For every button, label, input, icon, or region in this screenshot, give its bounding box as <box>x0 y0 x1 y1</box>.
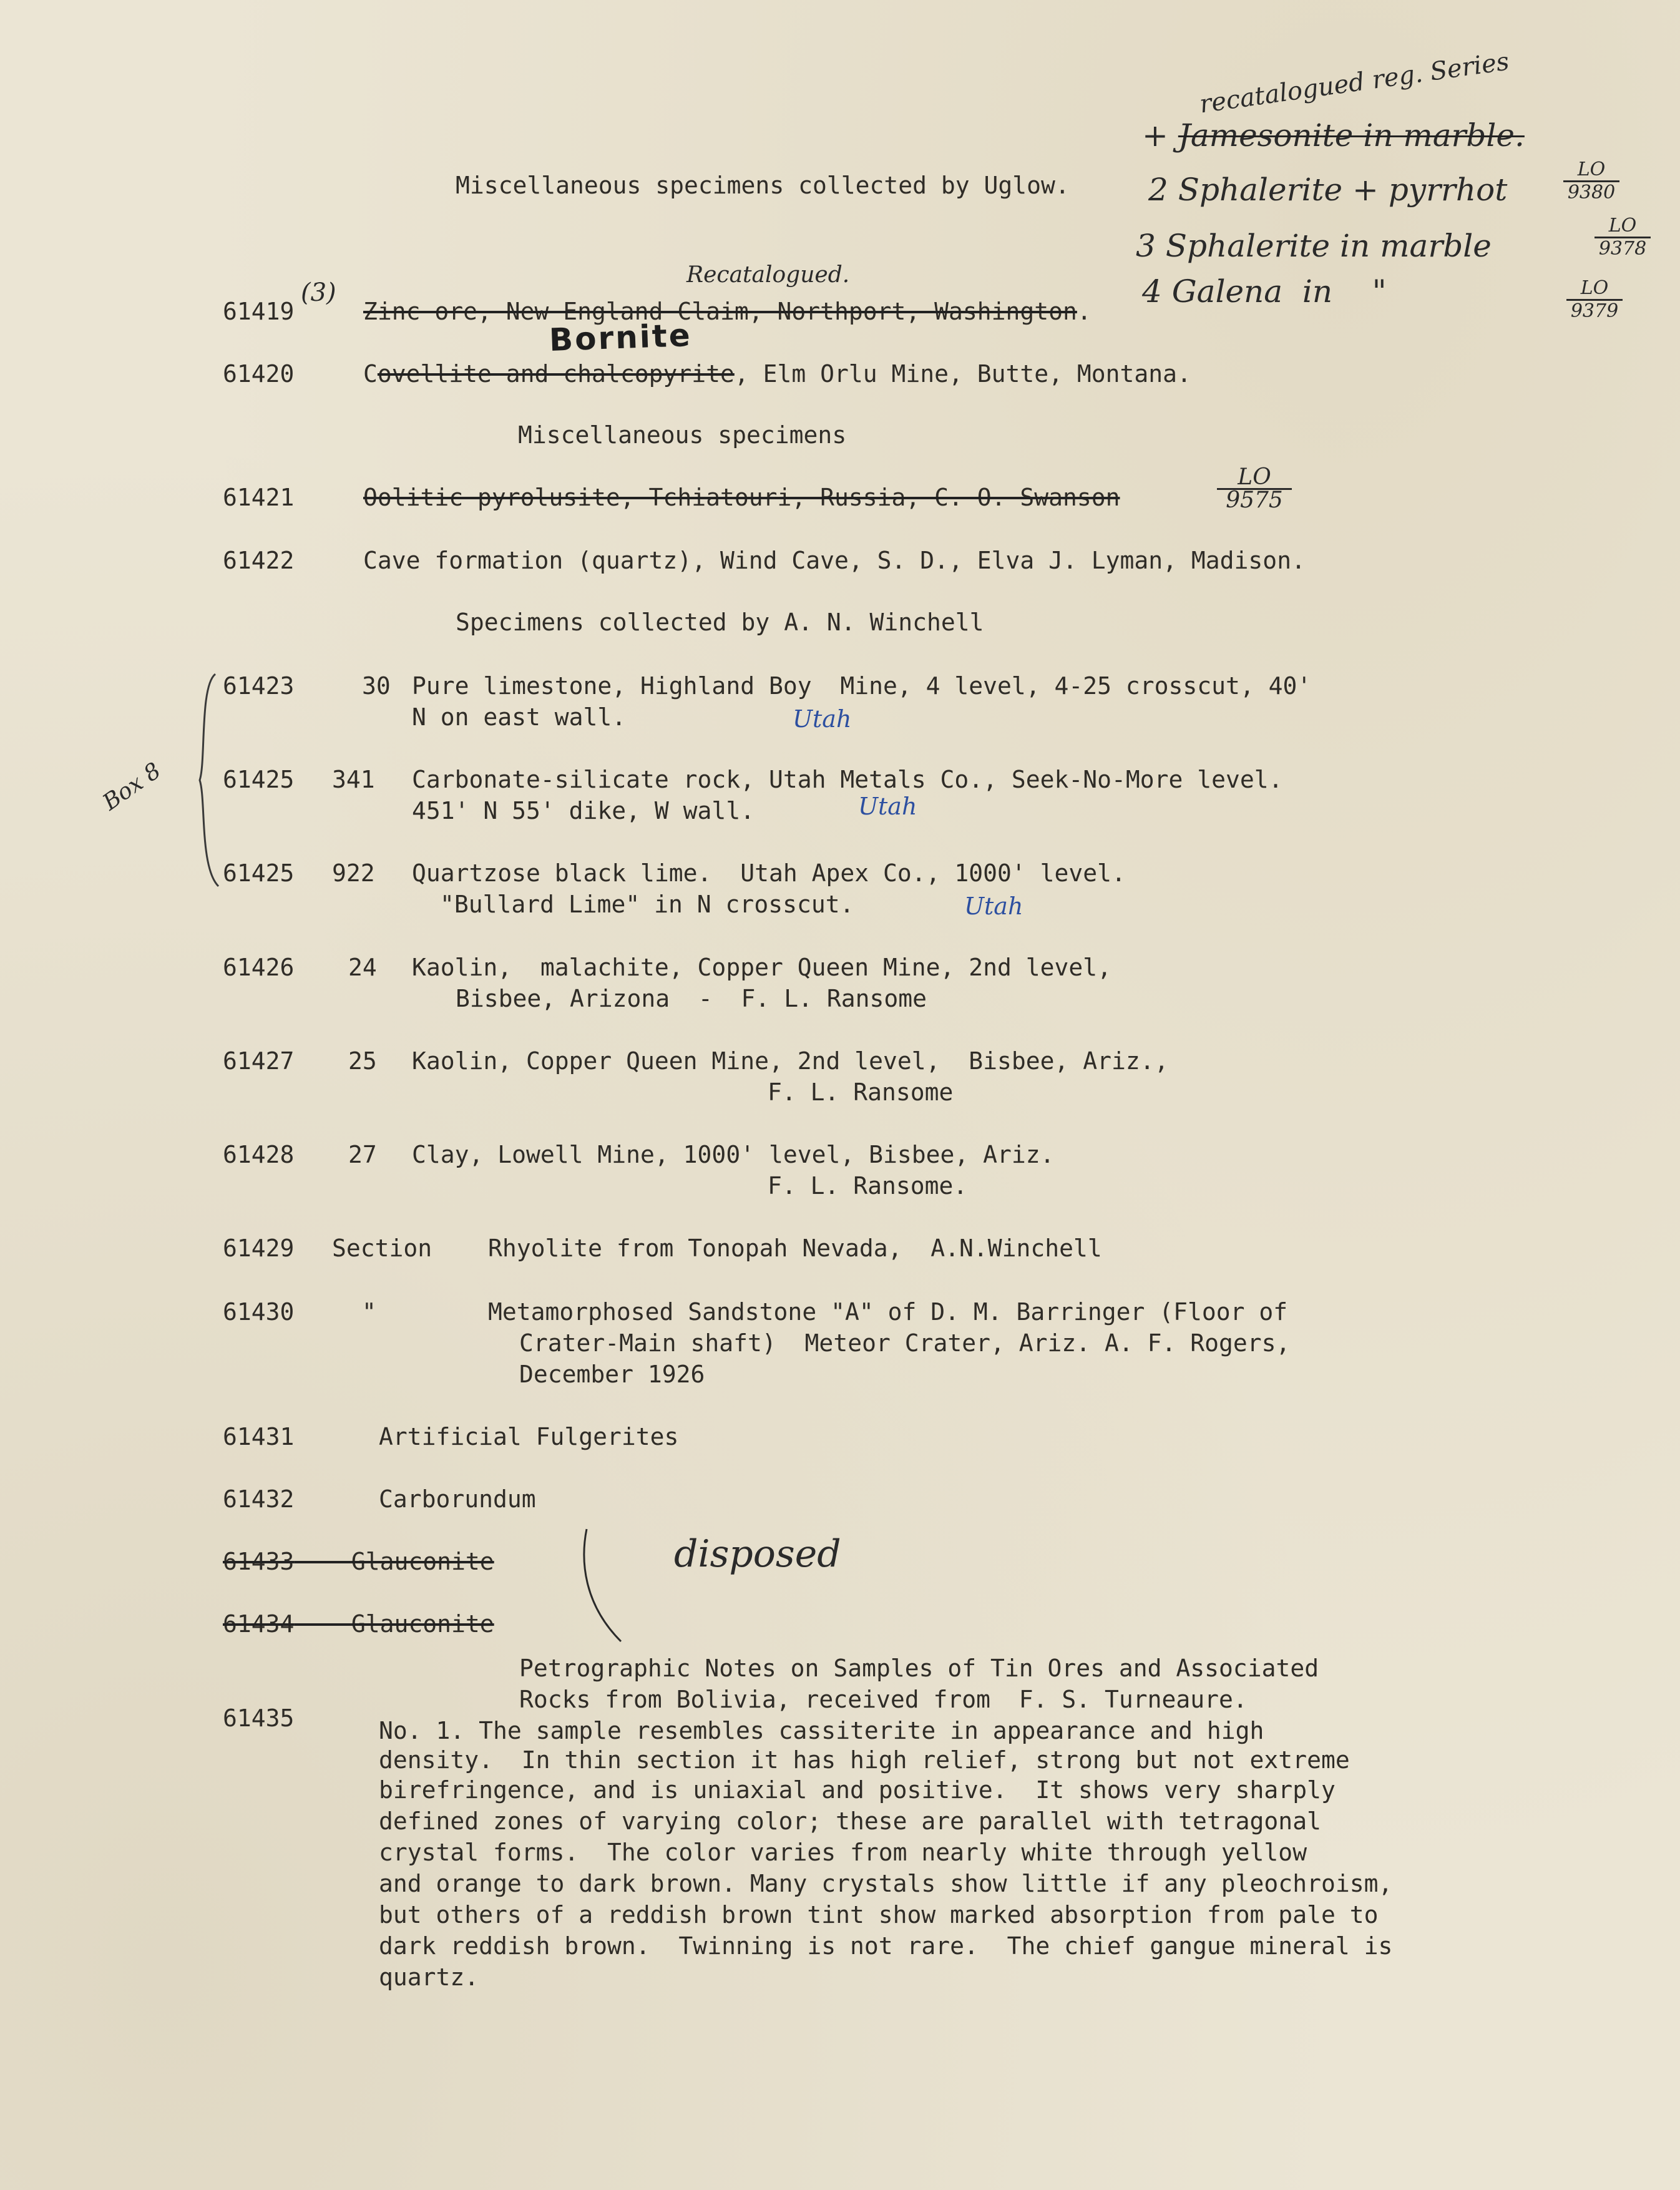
utah-note-3: Utah <box>964 892 1023 920</box>
entry-61430-number: 61430 <box>223 1298 295 1326</box>
entry-61431-number: 61431 <box>223 1423 295 1450</box>
entry-61420-text <box>363 358 1191 389</box>
entry-61425-line1: Quartzose black lime. Utah Apex Co., 1000' level. <box>412 859 1126 887</box>
box-8-note: Box 8 <box>98 758 166 816</box>
entry-61432-number: 61432 <box>223 1485 295 1513</box>
misc-specimens-heading: Miscellaneous specimens <box>518 421 847 449</box>
entry-61420-prefix: C <box>363 360 378 388</box>
entry-61421-number: 61421 <box>223 484 295 511</box>
entry-61422-text: Cave formation (quartz), Wind Cave, S. D., Elva J. Lyman, Madison. <box>363 547 1306 574</box>
margin-note-4 <box>1142 273 1387 310</box>
entry-61419-rest: . <box>1077 298 1092 325</box>
recatalogued-series-note: recatalogued reg. Series <box>1198 47 1511 119</box>
entry-61427-number: 61427 <box>223 1047 295 1075</box>
fraction-top: LO <box>1595 215 1651 238</box>
entry-61423-code: 30 <box>362 672 391 700</box>
entry-61423-line1: Pure limestone, Highland Boy Mine, 4 level, 4-25 crosscut, 40' <box>412 672 1312 700</box>
entry-61419-text <box>363 296 1092 327</box>
margin-note-3-text: Sphalerite in marble <box>1165 228 1492 264</box>
margin-note-4-text: Galena in " <box>1171 273 1387 310</box>
fraction-bottom: 9575 <box>1226 487 1283 513</box>
note-line-2: density. In thin section it has high relief, strong but not extreme <box>379 1746 1350 1774</box>
disposed-bracket <box>577 1523 627 1648</box>
entry-61424-line1: Carbonate-silicate rock, Utah Metals Co., Seek-No-More level. <box>412 766 1283 793</box>
entry-61430-code: " <box>362 1298 376 1326</box>
entry-61424-line2: 451' N 55' dike, W wall. <box>412 797 755 824</box>
entry-61426-line2: Bisbee, Arizona - F. L. Ransome <box>456 985 927 1012</box>
entry-61433-text: Glauconite <box>351 1548 494 1575</box>
entry-61420-number: 61420 <box>223 360 295 388</box>
entry-61423-line2: N on east wall. <box>412 703 627 731</box>
utah-note-2: Utah <box>858 793 917 820</box>
entry-61426-code: 24 <box>348 954 377 981</box>
entry-61427-line2: F. L. Ransome <box>768 1078 954 1106</box>
fraction-bottom: 9379 <box>1570 300 1619 322</box>
page-title: Miscellaneous specimens collected by Uglow. <box>456 172 1070 199</box>
lo-fraction-9379 <box>1566 278 1623 322</box>
entry-61430-line2: Crater-Main shaft) Meteor Crater, Ariz. A. F. Rogers, <box>519 1329 1291 1357</box>
lo-fraction-9575 <box>1217 464 1292 513</box>
entry-61428-number: 61428 <box>223 1141 295 1168</box>
entry-61420-struck-text: ovellite and chalcopyrite <box>377 360 735 388</box>
note-line-6: and orange to dark brown. Many crystals show little if any pleochroism, <box>379 1870 1393 1897</box>
entry-61433-number: 61433 <box>223 1548 295 1575</box>
disposed-note: disposed <box>674 1532 841 1576</box>
entry-61427-line1: Kaolin, Copper Queen Mine, 2nd level, Bisbee, Ariz., <box>412 1047 1169 1075</box>
entry-61420-rest: , Elm Orlu Mine, Butte, Montana. <box>734 360 1191 388</box>
note-line-5: crystal forms. The color varies from nearly white through yellow <box>379 1839 1307 1866</box>
entry-61429-line1: Rhyolite from Tonopah Nevada, A.N.Winchell <box>488 1234 1102 1262</box>
entry-61426-number: 61426 <box>223 954 295 981</box>
margin-note-4-number: 4 <box>1142 273 1162 310</box>
fraction-bottom: 9380 <box>1567 182 1616 203</box>
entry-61430-line1: Metamorphosed Sandstone "A" of D. M. Barringer (Floor of <box>488 1298 1288 1326</box>
entry-61425-line2: "Bullard Lime" in N crosscut. <box>440 891 854 918</box>
margin-note-3 <box>1136 228 1492 264</box>
entry-61434-number: 61434 <box>223 1610 295 1638</box>
entry-61435-number: 61435 <box>223 1704 295 1732</box>
entry-61424-code: 341 <box>332 766 375 793</box>
margin-note-1-number: + <box>1142 117 1168 154</box>
entry-61431-text: Artificial Fulgerites <box>379 1423 679 1450</box>
entry-61435-heading-line2: Rocks from Bolivia, received from F. S. Turneaure. <box>519 1686 1248 1713</box>
recatalogued-note: Recatalogued. <box>686 262 850 288</box>
note-line-8: dark reddish brown. Twinning is not rare. The chief gangue mineral is <box>379 1932 1393 1960</box>
lo-fraction-9378 <box>1595 215 1651 260</box>
entry-61421-text <box>363 482 1120 513</box>
fraction-bottom: 9378 <box>1598 238 1647 260</box>
entry-61423-number: 61423 <box>223 672 295 700</box>
note-line-4: defined zones of varying color; these are parallel with tetragonal <box>379 1807 1321 1835</box>
margin-note-3-number: 3 <box>1136 228 1156 264</box>
entry-61429-code: Section <box>332 1234 432 1262</box>
entry-61428-line2: F. L. Ransome. <box>768 1172 968 1200</box>
fraction-top: LO <box>1566 278 1623 301</box>
entry-61419-struck-text: Zinc ore, New England Claim, Northport, Washington <box>363 298 1077 325</box>
utah-note-1: Utah <box>793 705 852 733</box>
note-line-9: quartz. <box>379 1963 479 1991</box>
entry-61425-number: 61425 <box>223 859 295 887</box>
entry-61427-code: 25 <box>348 1047 377 1075</box>
entry-61424-number: 61425 <box>223 766 295 793</box>
entry-61425-code: 922 <box>332 859 375 887</box>
entry-61428-line1: Clay, Lowell Mine, 1000' level, Bisbee, Ariz. <box>412 1141 1055 1168</box>
entry-61426-line1: Kaolin, malachite, Copper Queen Mine, 2nd level, <box>412 954 1112 981</box>
entry-61429-number: 61429 <box>223 1234 295 1262</box>
margin-note-2-text: Sphalerite + pyrrhot <box>1178 172 1508 208</box>
margin-note-2 <box>1148 172 1507 208</box>
bornite-note: Bornite <box>549 317 693 358</box>
entry-61432-text: Carborundum <box>379 1485 536 1513</box>
entry-61435-heading-line1: Petrographic Notes on Samples of Tin Ores and Associated <box>519 1655 1319 1682</box>
lo-fraction-9380 <box>1563 159 1619 203</box>
entry-61419-number: 61419 <box>223 298 295 325</box>
margin-note-2-number: 2 <box>1148 172 1168 208</box>
note-line-1: No. 1. The sample resembles cassiterite in appearance and high <box>379 1717 1264 1744</box>
entry-61433 <box>223 1546 494 1577</box>
winchell-heading: Specimens collected by A. N. Winchell <box>456 609 984 636</box>
entry-61428-code: 27 <box>348 1141 377 1168</box>
margin-note-1 <box>1142 117 1525 154</box>
bracket-mark <box>187 668 225 892</box>
count-3-note: (3) <box>301 278 336 307</box>
entry-61434-text: Glauconite <box>351 1610 494 1638</box>
fraction-top: LO <box>1217 467 1292 490</box>
entry-61434 <box>223 1608 494 1640</box>
margin-note-1-text: Jamesonite in marble. <box>1178 117 1525 154</box>
entry-61421-struck-text: Oolitic pyrolusite, Tchiatouri, Russia, C. O. Swanson <box>363 484 1120 511</box>
entry-61430-line3: December 1926 <box>519 1361 705 1388</box>
note-line-3: birefringence, and is uniaxial and positive. It shows very sharply <box>379 1776 1336 1804</box>
fraction-top: LO <box>1563 159 1619 182</box>
entry-61422-number: 61422 <box>223 547 295 574</box>
note-line-7: but others of a reddish brown tint show marked absorption from pale to <box>379 1901 1379 1928</box>
